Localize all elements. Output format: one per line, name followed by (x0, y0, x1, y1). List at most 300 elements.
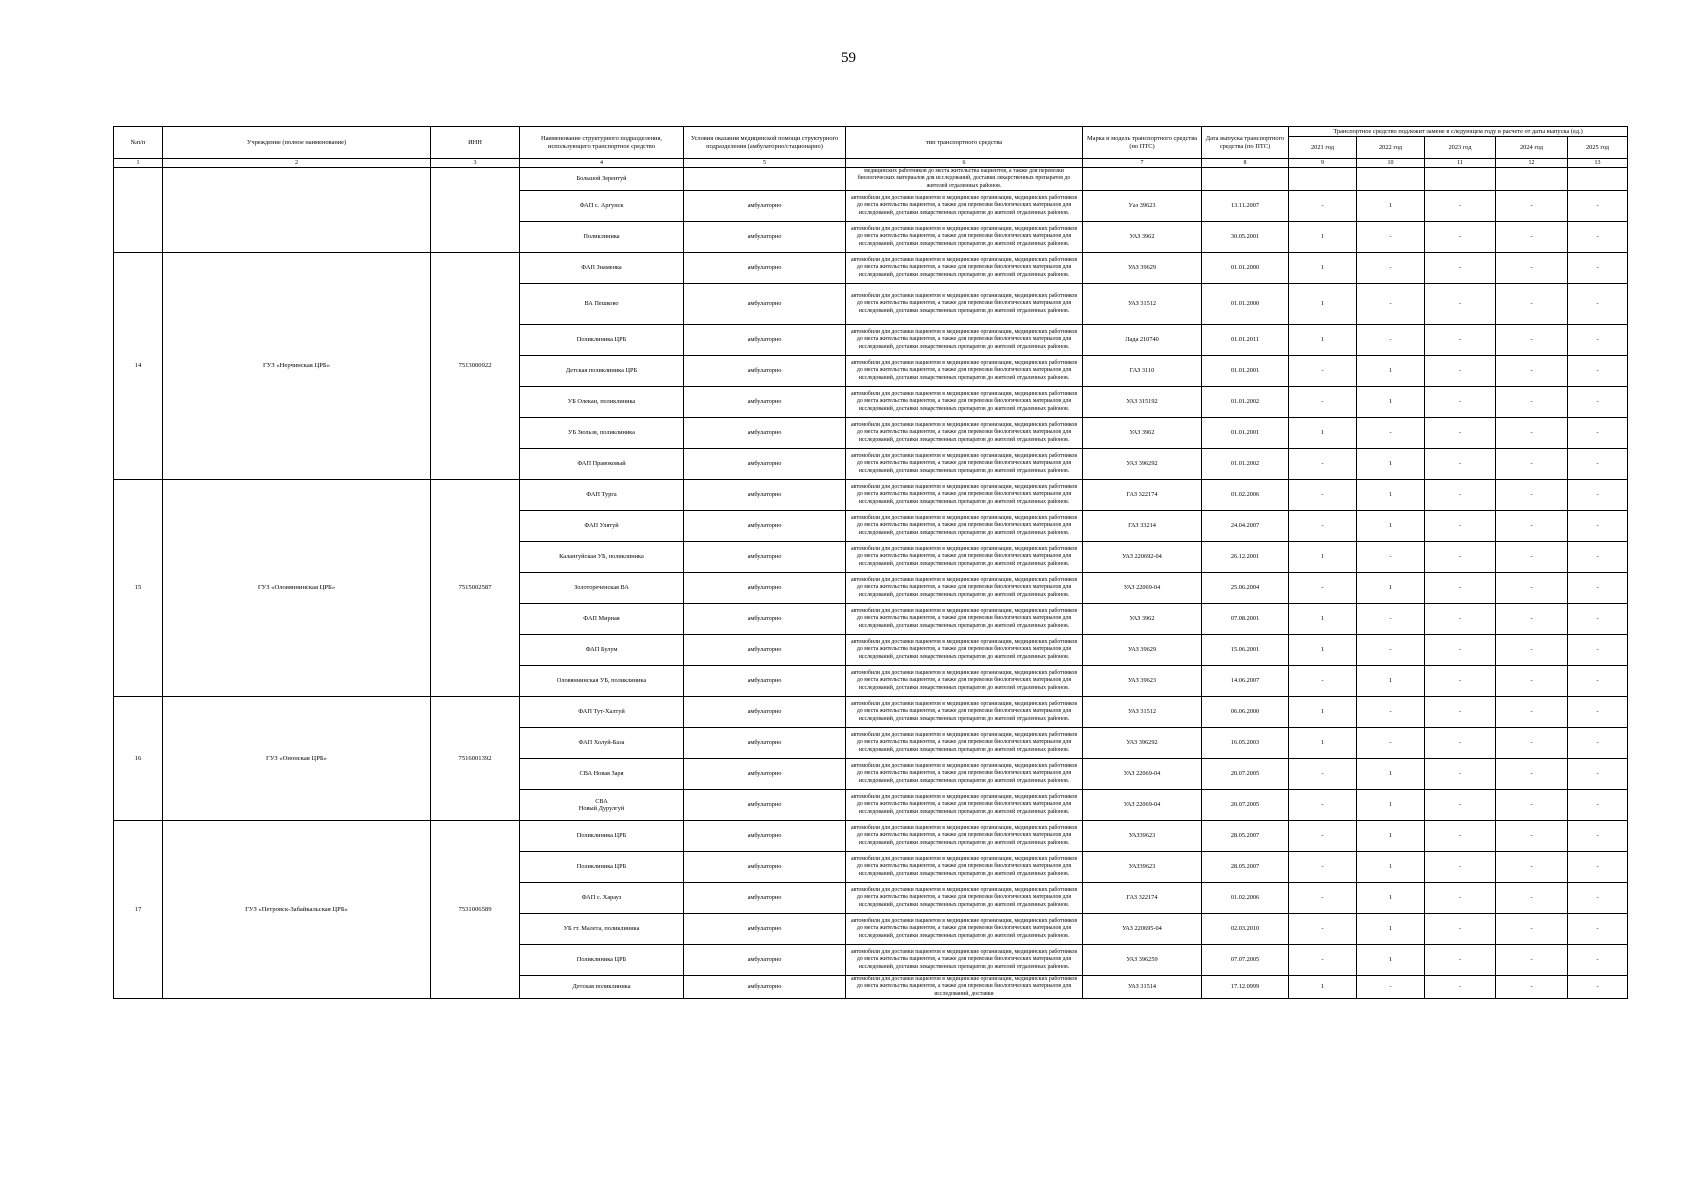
release-date-cell: 14.06.2007 (1202, 666, 1289, 697)
replacement-year-cell: - (1496, 356, 1568, 387)
care-cell: амбулаторно (684, 914, 846, 945)
brand-cell: Уаз 39623 (1083, 191, 1202, 222)
replacement-year-cell: - (1357, 604, 1425, 635)
replacement-year-cell: - (1357, 635, 1425, 666)
header-year-2025: 2025 год (1568, 137, 1628, 159)
institution-cell: ГУЗ «Нерчинская ЦРБ» (163, 253, 431, 480)
care-cell: амбулаторно (684, 604, 846, 635)
replacement-year-cell: 1 (1357, 883, 1425, 914)
replacement-year-cell: - (1289, 191, 1357, 222)
replacement-year-cell: - (1425, 790, 1496, 821)
replacement-year-cell: - (1568, 573, 1628, 604)
inn-cell (431, 168, 520, 253)
column-number: 11 (1425, 159, 1496, 168)
brand-cell: УАЗ 220695-04 (1083, 914, 1202, 945)
replacement-year-cell: - (1496, 883, 1568, 914)
replacement-year-cell: - (1496, 284, 1568, 325)
replacement-year-cell: - (1496, 914, 1568, 945)
replacement-year-cell: - (1568, 728, 1628, 759)
care-cell: амбулаторно (684, 222, 846, 253)
replacement-year-cell: - (1289, 387, 1357, 418)
replacement-year-cell: 1 (1289, 253, 1357, 284)
replacement-year-cell: 1 (1357, 945, 1425, 976)
column-number: 5 (684, 159, 846, 168)
replacement-year-cell: 1 (1289, 976, 1357, 999)
care-cell: амбулаторно (684, 325, 846, 356)
replacement-year-cell: - (1425, 191, 1496, 222)
brand-cell: УАЗ39623 (1083, 821, 1202, 852)
release-date-cell: 30.05.2001 (1202, 222, 1289, 253)
vehicle-type-cell: автомобили для доставки пациентов в медицинские организации, медицинских работников до места жительства пациентов, а также для перевозки биологических материалов для исследований, доставки лекарственных препаратов до жителей отдаленных районов. (846, 356, 1083, 387)
brand-cell: УАЗ 39629 (1083, 635, 1202, 666)
replacement-year-cell: - (1568, 821, 1628, 852)
vehicle-type-cell: автомобили для доставки пациентов в медицинские организации, медицинских работников до места жительства пациентов, а также для перевозки биологических материалов для исследований, доставки лекарственных препаратов до жителей отдаленных районов. (846, 883, 1083, 914)
group-number-cell: 17 (114, 821, 163, 999)
vehicle-type-cell: автомобили для доставки пациентов в медицинские организации, медицинских работников до места жительства пациентов, а также для перевозки биологических материалов для исследований, доставки лекарственных препаратов до жителей отдаленных районов. (846, 604, 1083, 635)
group-number-cell: 14 (114, 253, 163, 480)
unit-cell: ФАП Мирная (520, 604, 684, 635)
brand-cell (1083, 168, 1202, 191)
release-date-cell: 20.07.2005 (1202, 790, 1289, 821)
release-date-cell: 01.01.2011 (1202, 325, 1289, 356)
brand-cell: УАЗ 396292 (1083, 449, 1202, 480)
replacement-year-cell: - (1357, 418, 1425, 449)
replacement-year-cell: - (1425, 914, 1496, 945)
care-cell: амбулаторно (684, 418, 846, 449)
replacement-year-cell: - (1289, 666, 1357, 697)
replacement-year-cell: - (1425, 573, 1496, 604)
header-vehicle-type: тип транспортного средства (846, 127, 1083, 159)
replacement-year-cell: - (1289, 852, 1357, 883)
replacement-year-cell: - (1289, 790, 1357, 821)
replacement-year-cell: - (1496, 253, 1568, 284)
replacement-year-cell: - (1289, 511, 1357, 542)
unit-cell: Детская поликлиника (520, 976, 684, 999)
unit-cell: ФАП Правоковый (520, 449, 684, 480)
replacement-year-cell: - (1496, 418, 1568, 449)
replacement-year-cell: 1 (1289, 604, 1357, 635)
replacement-year-cell: 1 (1289, 222, 1357, 253)
brand-cell: ГАЗ 33214 (1083, 511, 1202, 542)
brand-cell: УАЗ 3962 (1083, 604, 1202, 635)
unit-cell: Детская поликлиника ЦРБ (520, 356, 684, 387)
replacement-year-cell: - (1357, 284, 1425, 325)
replacement-year-cell: 1 (1357, 573, 1425, 604)
replacement-year-cell: - (1568, 480, 1628, 511)
replacement-year-cell: - (1425, 821, 1496, 852)
replacement-year-cell: - (1357, 325, 1425, 356)
unit-cell: УБ гт. Малета, поликлиника (520, 914, 684, 945)
replacement-year-cell: - (1568, 635, 1628, 666)
table-row (114, 697, 1628, 728)
vehicle-type-cell: автомобили для доставки пациентов в медицинские организации, медицинских работников до места жительства пациентов, а также для перевозки биологических материалов для исследований, доставки лекарственных препаратов до жителей отдаленных районов. (846, 191, 1083, 222)
brand-cell: Лада 210740 (1083, 325, 1202, 356)
release-date-cell: 26.12.2001 (1202, 542, 1289, 573)
page-number: 59 (841, 50, 856, 66)
replacement-year-cell: - (1496, 666, 1568, 697)
replacement-year-cell: 1 (1289, 542, 1357, 573)
replacement-year-cell: - (1496, 604, 1568, 635)
care-cell: амбулаторно (684, 573, 846, 604)
unit-cell: Поликлиника ЦРБ (520, 852, 684, 883)
care-cell: амбулаторно (684, 284, 846, 325)
release-date-cell (1202, 168, 1289, 191)
replacement-year-cell (1357, 168, 1425, 191)
brand-cell: УАЗ39623 (1083, 852, 1202, 883)
release-date-cell: 01.01.2000 (1202, 253, 1289, 284)
vehicle-type-cell: автомобили для доставки пациентов в медицинские организации, медицинских работников до места жительства пациентов, а также для перевозки биологических материалов для исследований, доставки лекарственных препаратов до жителей отдаленных районов. (846, 480, 1083, 511)
replacement-year-cell: 1 (1357, 914, 1425, 945)
replacement-year-cell: - (1357, 697, 1425, 728)
replacement-year-cell: 1 (1357, 191, 1425, 222)
care-cell: амбулаторно (684, 511, 846, 542)
care-cell: амбулаторно (684, 253, 846, 284)
header-institution: Учреждение (полное наименование) (163, 127, 431, 159)
replacement-year-cell: - (1568, 976, 1628, 999)
replacement-year-cell: - (1289, 480, 1357, 511)
replacement-year-cell: 1 (1289, 325, 1357, 356)
column-number: 6 (846, 159, 1083, 168)
release-date-cell: 13.11.2007 (1202, 191, 1289, 222)
unit-cell: ФАП Холуй-База (520, 728, 684, 759)
replacement-year-cell: - (1289, 883, 1357, 914)
unit-cell: Поликлиника ЦРБ (520, 325, 684, 356)
replacement-year-cell: - (1289, 821, 1357, 852)
replacement-year-cell: 1 (1357, 759, 1425, 790)
release-date-cell: 01.01.2001 (1202, 418, 1289, 449)
brand-cell: УАЗ 39623 (1083, 666, 1202, 697)
replacement-year-cell: - (1568, 387, 1628, 418)
replacement-year-cell: 1 (1357, 480, 1425, 511)
vehicle-type-cell: автомобили для доставки пациентов в медицинские организации, медицинских работников до места жительства пациентов, а также для перевозки биологических материалов для исследований, доставки лекарственных препаратов до жителей отдаленных районов. (846, 635, 1083, 666)
replacement-year-cell: - (1425, 852, 1496, 883)
replacement-year-cell: - (1568, 945, 1628, 976)
release-date-cell: 20.07.2005 (1202, 759, 1289, 790)
replacement-year-cell: 1 (1357, 790, 1425, 821)
replacement-year-cell: - (1496, 511, 1568, 542)
replacement-year-cell: - (1425, 635, 1496, 666)
replacement-year-cell: - (1425, 284, 1496, 325)
unit-cell: Калангуйская УБ, поликлиника (520, 542, 684, 573)
replacement-year-cell: - (1357, 976, 1425, 999)
column-number: 7 (1083, 159, 1202, 168)
brand-cell: УАЗ 22069-04 (1083, 790, 1202, 821)
brand-cell: УАЗ 22069-04 (1083, 759, 1202, 790)
replacement-year-cell: - (1568, 542, 1628, 573)
column-number: 4 (520, 159, 684, 168)
column-number: 13 (1568, 159, 1628, 168)
replacement-year-cell: - (1496, 387, 1568, 418)
unit-cell: ФАП Знаменка (520, 253, 684, 284)
header-num: №п/п (114, 127, 163, 159)
institution-cell: ГУЗ «Петровск-Забайкальская ЦРБ» (163, 821, 431, 999)
replacement-year-cell: 1 (1357, 666, 1425, 697)
replacement-year-cell: - (1425, 542, 1496, 573)
column-number-row (114, 159, 1628, 168)
replacement-year-cell: - (1568, 253, 1628, 284)
unit-cell: ФАП Турга (520, 480, 684, 511)
replacement-year-cell: - (1568, 697, 1628, 728)
replacement-year-cell: - (1568, 759, 1628, 790)
replacement-year-cell: - (1568, 191, 1628, 222)
vehicle-type-cell: автомобили для доставки пациентов в медицинские организации, медицинских работников до места жительства пациентов, а также для перевозки биологических материалов для исследований, доставки (846, 976, 1083, 999)
release-date-cell: 07.07.2005 (1202, 945, 1289, 976)
vehicle-type-cell: автомобили для доставки пациентов в медицинские организации, медицинских работников до места жительства пациентов, а также для перевозки биологических материалов для исследований, доставки лекарственных препаратов до жителей отдаленных районов. (846, 666, 1083, 697)
vehicle-type-cell: автомобили для доставки пациентов в медицинские организации, медицинских работников до места жительства пациентов, а также для перевозки биологических материалов для исследований, доставки лекарственных препаратов до жителей отдаленных районов. (846, 697, 1083, 728)
replacement-year-cell: - (1357, 222, 1425, 253)
replacement-year-cell: 1 (1289, 284, 1357, 325)
replacement-year-cell: - (1425, 325, 1496, 356)
replacement-year-cell: - (1568, 790, 1628, 821)
replacement-year-cell: - (1496, 759, 1568, 790)
header-unit: Наименование структурного подразделения, использующего транспортное средство (520, 127, 684, 159)
replacement-year-cell: - (1289, 945, 1357, 976)
replacement-year-cell: - (1568, 852, 1628, 883)
replacement-year-cell: 1 (1357, 821, 1425, 852)
unit-cell: ФАП Булум (520, 635, 684, 666)
header-release-date: Дата выпуска транспортного средства (по ПТС) (1202, 127, 1289, 159)
inn-cell: 7515002587 (431, 480, 520, 697)
institution-cell (163, 168, 431, 253)
care-cell: амбулаторно (684, 666, 846, 697)
replacement-year-cell: - (1425, 759, 1496, 790)
care-cell: амбулаторно (684, 728, 846, 759)
column-number: 1 (114, 159, 163, 168)
replacement-year-cell: - (1496, 480, 1568, 511)
group-number-cell: 16 (114, 697, 163, 821)
table-row (114, 821, 1628, 852)
replacement-year-cell: - (1425, 418, 1496, 449)
release-date-cell: 15.06.2001 (1202, 635, 1289, 666)
replacement-year-cell: - (1425, 480, 1496, 511)
replacement-year-cell: - (1568, 883, 1628, 914)
replacement-year-cell: - (1425, 449, 1496, 480)
release-date-cell: 01.01.2002 (1202, 449, 1289, 480)
inn-cell: 7516001392 (431, 697, 520, 821)
replacement-year-cell: - (1568, 356, 1628, 387)
brand-cell: УАЗ 396292 (1083, 728, 1202, 759)
replacement-year-cell: - (1568, 418, 1628, 449)
table-row (114, 480, 1628, 511)
replacement-year-cell: - (1568, 449, 1628, 480)
replacement-year-cell: 1 (1357, 387, 1425, 418)
care-cell (684, 168, 846, 191)
replacement-year-cell: - (1425, 511, 1496, 542)
header-year-2021: 2021 год (1289, 137, 1357, 159)
vehicle-type-cell: автомобили для доставки пациентов в медицинские организации, медицинских работников до места жительства пациентов, а также для перевозки биологических материалов для исследований, доставки лекарственных препаратов до жителей отдаленных районов. (846, 852, 1083, 883)
release-date-cell: 01.02.2006 (1202, 480, 1289, 511)
brand-cell: ГАЗ 322174 (1083, 883, 1202, 914)
brand-cell: УАЗ 22069-04 (1083, 573, 1202, 604)
care-cell: амбулаторно (684, 790, 846, 821)
replacement-year-cell: - (1289, 449, 1357, 480)
care-cell: амбулаторно (684, 356, 846, 387)
vehicle-type-cell: автомобили для доставки пациентов в медицинские организации, медицинских работников до места жительства пациентов, а также для перевозки биологических материалов для исследований, доставки лекарственных препаратов до жителей отдаленных районов. (846, 284, 1083, 325)
replacement-year-cell: - (1568, 604, 1628, 635)
replacement-year-cell: - (1568, 325, 1628, 356)
header-inn: ИНН (431, 127, 520, 159)
release-date-cell: 28.05.2007 (1202, 852, 1289, 883)
brand-cell: ГАЗ 3110 (1083, 356, 1202, 387)
institution-cell: ГУЗ «Оловяннинская ЦРБ» (163, 480, 431, 697)
replacement-year-cell: - (1357, 728, 1425, 759)
replacement-year-cell: 1 (1357, 449, 1425, 480)
release-date-cell: 07.08.2001 (1202, 604, 1289, 635)
replacement-year-cell: - (1496, 635, 1568, 666)
unit-cell: Золотореченская ВА (520, 573, 684, 604)
replacement-year-cell: - (1425, 728, 1496, 759)
replacement-year-cell: - (1496, 191, 1568, 222)
column-number: 9 (1289, 159, 1357, 168)
release-date-cell: 01.01.2000 (1202, 284, 1289, 325)
header-brand-model: Марка и модель транспортного средства (по ПТС) (1083, 127, 1202, 159)
replacement-year-cell: - (1496, 821, 1568, 852)
replacement-year-cell: - (1496, 222, 1568, 253)
release-date-cell: 16.05.2003 (1202, 728, 1289, 759)
replacement-year-cell: 1 (1289, 728, 1357, 759)
release-date-cell: 24.04.2007 (1202, 511, 1289, 542)
vehicle-type-cell: автомобили для доставки пациентов в медицинские организации, медицинских работников до места жительства пациентов, а также для перевозки биологических материалов для исследований, доставки лекарственных препаратов до жителей отдаленных районов. (846, 945, 1083, 976)
care-cell: амбулаторно (684, 542, 846, 573)
replacement-year-cell: - (1357, 253, 1425, 284)
unit-cell: ФАП с. Харауз (520, 883, 684, 914)
vehicle-type-cell: автомобили для доставки пациентов в медицинские организации, медицинских работников до места жительства пациентов, а также для перевозки биологических материалов для исследований, доставки лекарственных препаратов до жителей отдаленных районов. (846, 449, 1083, 480)
brand-cell: УАЗ 3962 (1083, 222, 1202, 253)
vehicle-type-cell: автомобили для доставки пациентов в медицинские организации, медицинских работников до места жительства пациентов, а также для перевозки биологических материалов для исследований, доставки лекарственных препаратов до жителей отдаленных районов. (846, 387, 1083, 418)
replacement-year-cell: 1 (1357, 356, 1425, 387)
unit-cell: ВА Пешково (520, 284, 684, 325)
replacement-year-cell: - (1496, 325, 1568, 356)
care-cell: амбулаторно (684, 883, 846, 914)
column-number: 8 (1202, 159, 1289, 168)
replacement-year-cell: - (1568, 914, 1628, 945)
vehicle-type-cell: автомобили для доставки пациентов в медицинские организации, медицинских работников до места жительства пациентов, а также для перевозки биологических материалов для исследований, доставки лекарственных препаратов до жителей отдаленных районов. (846, 821, 1083, 852)
replacement-year-cell: 1 (1289, 697, 1357, 728)
replacement-year-cell: - (1425, 222, 1496, 253)
brand-cell: УАЗ 31512 (1083, 697, 1202, 728)
brand-cell: УАЗ 31514 (1083, 976, 1202, 999)
replacement-year-cell: - (1289, 573, 1357, 604)
column-number: 3 (431, 159, 520, 168)
care-cell: амбулаторно (684, 480, 846, 511)
column-number: 12 (1496, 159, 1568, 168)
replacement-year-cell: - (1357, 542, 1425, 573)
care-cell: амбулаторно (684, 945, 846, 976)
replacement-year-cell: - (1496, 945, 1568, 976)
care-cell: амбулаторно (684, 852, 846, 883)
replacement-year-cell: - (1425, 253, 1496, 284)
replacement-year-cell: - (1496, 976, 1568, 999)
release-date-cell: 28.05.2007 (1202, 821, 1289, 852)
vehicle-type-cell: автомобили для доставки пациентов в медицинские организации, медицинских работников до места жительства пациентов, а также для перевозки биологических материалов для исследований, доставки лекарственных препаратов до жителей отдаленных районов. (846, 914, 1083, 945)
replacement-year-cell (1568, 168, 1628, 191)
replacement-year-cell: 1 (1357, 511, 1425, 542)
unit-cell: Поликлиника (520, 222, 684, 253)
release-date-cell: 25.06.2004 (1202, 573, 1289, 604)
unit-cell: ФАП Улятуй (520, 511, 684, 542)
release-date-cell: 02.03.2010 (1202, 914, 1289, 945)
replacement-year-cell: - (1496, 697, 1568, 728)
header-year-2023: 2023 год (1425, 137, 1496, 159)
brand-cell: УАЗ 396259 (1083, 945, 1202, 976)
unit-cell: Поликлиника ЦРБ (520, 945, 684, 976)
unit-cell: УБ Олекан, поликлиника (520, 387, 684, 418)
care-cell: амбулаторно (684, 387, 846, 418)
replacement-year-cell: - (1425, 666, 1496, 697)
release-date-cell: 01.01.2002 (1202, 387, 1289, 418)
vehicle-type-cell: автомобили для доставки пациентов в медицинские организации, медицинских работников до места жительства пациентов, а также для перевозки биологических материалов для исследований, доставки лекарственных препаратов до жителей отдаленных районов. (846, 222, 1083, 253)
vehicle-type-cell: автомобили для доставки пациентов в медицинские организации, медицинских работников до места жительства пациентов, а также для перевозки биологических материалов для исследований, доставки лекарственных препаратов до жителей отдаленных районов. (846, 728, 1083, 759)
replacement-year-cell (1289, 168, 1357, 191)
vehicle-type-cell: автомобили для доставки пациентов в медицинские организации, медицинских работников до места жительства пациентов, а также для перевозки биологических материалов для исследований, доставки лекарственных препаратов до жителей отдаленных районов. (846, 253, 1083, 284)
unit-cell: Поликлиника ЦРБ (520, 821, 684, 852)
vehicle-type-cell: автомобили для доставки пациентов в медицинские организации, медицинских работников до места жительства пациентов, а также для перевозки биологических материалов для исследований, доставки лекарственных препаратов до жителей отдаленных районов. (846, 542, 1083, 573)
group-number-cell: 15 (114, 480, 163, 697)
inn-cell: 7513000922 (431, 253, 520, 480)
replacement-year-cell: - (1568, 666, 1628, 697)
care-cell: амбулаторно (684, 449, 846, 480)
release-date-cell: 17.12.0999 (1202, 976, 1289, 999)
column-number: 2 (163, 159, 431, 168)
vehicle-replacement-table (113, 126, 1628, 999)
replacement-year-cell: - (1496, 852, 1568, 883)
header-year-2022: 2022 год (1357, 137, 1425, 159)
header-replacement-group: Транспортное средство подлежит замене в следующем году в расчете от даты выпуска (ед.) (1289, 127, 1628, 137)
replacement-year-cell: - (1568, 511, 1628, 542)
group-number-cell (114, 168, 163, 253)
unit-cell: ФАП с. Аргунск (520, 191, 684, 222)
table-body (114, 168, 1628, 999)
care-cell: амбулаторно (684, 635, 846, 666)
replacement-year-cell: - (1425, 883, 1496, 914)
replacement-year-cell: - (1568, 284, 1628, 325)
unit-cell: ФАП Тут-Халтуй (520, 697, 684, 728)
replacement-year-cell: - (1496, 728, 1568, 759)
care-cell: амбулаторно (684, 191, 846, 222)
replacement-year-cell: - (1496, 542, 1568, 573)
brand-cell: УАЗ 220692-04 (1083, 542, 1202, 573)
brand-cell: УАЗ 39629 (1083, 253, 1202, 284)
vehicle-type-cell: автомобили для доставки пациентов в медицинские организации, медицинских работников до места жительства пациентов, а также для перевозки биологических материалов для исследований, доставки лекарственных препаратов до жителей отдаленных районов. (846, 511, 1083, 542)
inn-cell: 7531006589 (431, 821, 520, 999)
release-date-cell: 06.06.2000 (1202, 697, 1289, 728)
table-row (114, 253, 1628, 284)
vehicle-type-cell: автомобили для доставки пациентов в медицинские организации, медицинских работников до места жительства пациентов, а также для перевозки биологических материалов для исследований, доставки лекарственных препаратов до жителей отдаленных районов. (846, 759, 1083, 790)
vehicle-type-cell: автомобили для доставки пациентов в медицинские организации, медицинских работников до места жительства пациентов, а также для перевозки биологических материалов для исследований, доставки лекарственных препаратов до жителей отдаленных районов. (846, 573, 1083, 604)
unit-cell: СВА Новый Дурулгуй (520, 790, 684, 821)
institution-cell: ГУЗ «Ононская ЦРБ» (163, 697, 431, 821)
vehicle-type-cell: автомобили для доставки пациентов в медицинские организации, медицинских работников до места жительства пациентов, а также для перевозки биологических материалов для исследований, доставки лекарственных препаратов до жителей отдаленных районов. (846, 418, 1083, 449)
release-date-cell: 01.01.2001 (1202, 356, 1289, 387)
unit-cell: СВА Новая Заря (520, 759, 684, 790)
brand-cell: УАЗ 31512 (1083, 284, 1202, 325)
replacement-year-cell: - (1425, 697, 1496, 728)
replacement-year-cell: - (1289, 759, 1357, 790)
replacement-year-cell: - (1425, 356, 1496, 387)
replacement-year-cell: - (1425, 604, 1496, 635)
care-cell: амбулаторно (684, 821, 846, 852)
replacement-year-cell: - (1289, 356, 1357, 387)
replacement-year-cell: - (1425, 945, 1496, 976)
vehicle-type-cell: автомобили для доставки пациентов в медицинские организации, медицинских работников до места жительства пациентов, а также для перевозки биологических материалов для исследований, доставки лекарственных препаратов до жителей отдаленных районов. (846, 790, 1083, 821)
brand-cell: УАЗ 315192 (1083, 387, 1202, 418)
replacement-year-cell: - (1568, 222, 1628, 253)
care-cell: амбулаторно (684, 697, 846, 728)
brand-cell: УАЗ 3962 (1083, 418, 1202, 449)
header-care-conditions: Условия оказания медицинской помощи структурного подразделения (амбулаторно/стационарно) (684, 127, 846, 159)
replacement-year-cell: - (1496, 449, 1568, 480)
release-date-cell: 01.02.2006 (1202, 883, 1289, 914)
